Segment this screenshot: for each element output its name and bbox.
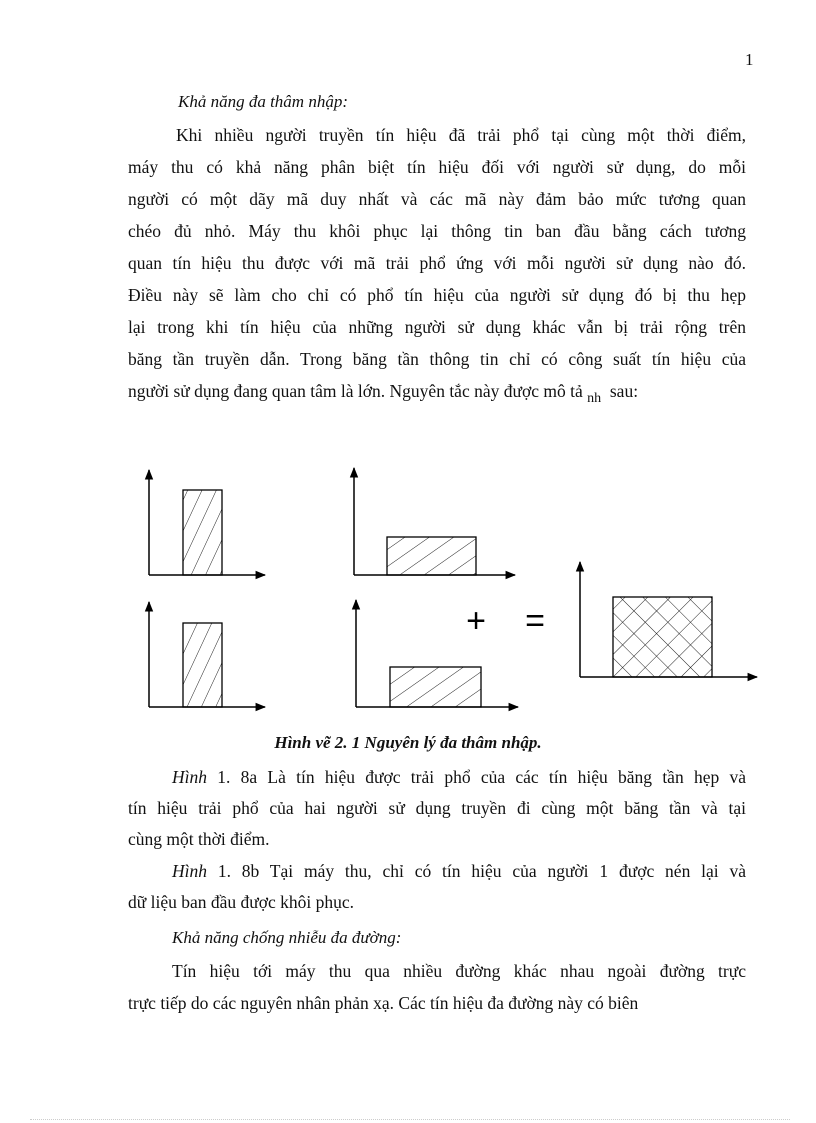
paragraph-line: chéo đủ nhỏ. Máy thu khôi phục lại thông tin ban đầu bằng cách tương	[128, 221, 746, 241]
paragraph-line	[128, 856, 746, 887]
paragraph-line	[128, 762, 746, 793]
paragraph-line: lại trong khi tín hiệu của những người sử dụng khác vẫn bị trải rộng trên	[128, 317, 746, 337]
figure-caption: Hình vẽ 2. 1 Nguyên lý đa thâm nhập.	[274, 733, 542, 752]
section-heading-multiple-access: Khả năng đa thâm nhập:	[178, 92, 348, 111]
plus-sign: +	[466, 602, 486, 640]
line-text: người sử dụng đang quan tâm là lớn. Nguyên tắc này được mô tả	[128, 381, 588, 401]
paragraph-line: trực tiếp do các nguyên nhân phản xạ. Các tín hiệu đa đường này có biên	[128, 993, 639, 1013]
paragraph-line: Khi nhiều người truyền tín hiệu đã trải phổ tại cùng một thời điểm,	[176, 125, 746, 145]
narrowband-spectrum-plot-2	[149, 602, 265, 707]
page-number: 1	[745, 50, 754, 69]
paragraph-line: băng tần truyền dẫn. Trong băng tần thông tin chỉ có công suất tín hiệu của	[128, 349, 746, 369]
paragraph-line: quan tín hiệu thu được với mã trải phổ ứng với mỗi người sử dụng nào đó.	[128, 253, 746, 273]
line-text: 1. 8b Tại máy thu, chỉ có tín hiệu của người 1 được nén lại và	[207, 861, 746, 881]
paragraph-line: người có một dãy mã duy nhất và các mã này đảm bảo mức tương quan	[128, 189, 746, 209]
narrowband-spectrum-plot-1	[149, 470, 265, 575]
line-text: sau:	[601, 381, 639, 401]
page-bottom-divider	[30, 1119, 790, 1120]
section-heading-multipath: Khả năng chống nhiễu đa đường:	[172, 928, 402, 947]
subscript-nh: nh	[587, 391, 602, 406]
line-text: 1. 8a Là tín hiệu được trải phổ của các tín hiệu băng tần hẹp và	[207, 767, 746, 787]
paragraph-line: máy thu có khả năng phân biệt tín hiệu đối với người sử dụng, do mỗi	[128, 157, 746, 177]
figure-label: Hình	[172, 861, 207, 881]
paragraph-figure-8b	[128, 856, 746, 918]
paragraph-line: Điều này sẽ làm cho chỉ có phổ tín hiệu của người sử dụng đó bị thu hẹp	[128, 285, 746, 305]
figure-label: Hình	[172, 767, 207, 787]
paragraph-figure-8a	[128, 762, 746, 855]
paragraph-line: cùng một thời điểm.	[128, 829, 270, 849]
paragraph-line: Tín hiệu tới máy thu qua nhiều đường khác nhau ngoài đường trực	[172, 961, 746, 981]
paragraph-line: dữ liệu ban đầu được khôi phục.	[128, 892, 355, 912]
spread-spectrum-plot-1	[354, 468, 515, 575]
combined-spectrum-plot	[580, 562, 757, 677]
spread-spectrum-plot-2	[356, 600, 518, 707]
paragraph-multipath	[128, 955, 746, 1019]
paragraph-line: tín hiệu trải phổ của hai người sử dụng truyền đi cùng một băng tần và tại	[128, 798, 746, 818]
equals-sign: =	[525, 602, 545, 640]
